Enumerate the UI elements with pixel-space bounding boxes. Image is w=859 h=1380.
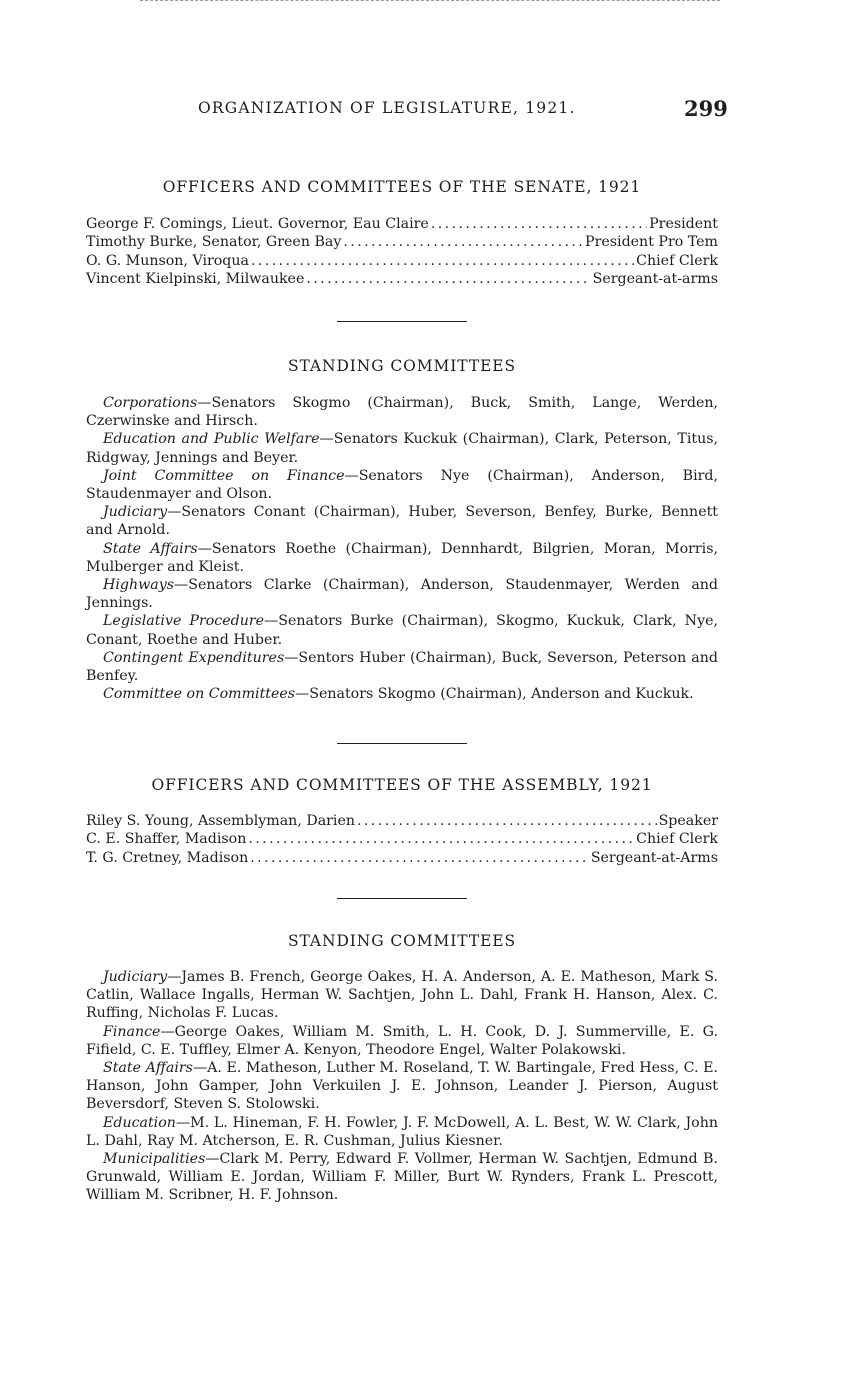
officer-title: Sergeant-at-Arms [590, 849, 718, 866]
officer-row [86, 830, 718, 848]
committee-entry [86, 649, 718, 685]
running-title: ORGANIZATION OF LEGISLATURE, 1921. [198, 99, 576, 117]
committee-entry [86, 430, 718, 466]
officer-title: President Pro Tem [585, 234, 718, 251]
committee-entry [86, 1059, 718, 1114]
officer-name: Riley S. Young, Assemblyman, Darien [86, 813, 356, 829]
section-divider [337, 898, 467, 899]
committee-members: —Senators Roethe (Chairman), Dennhardt, Bilgrien, Moran, Morris, Mulberger and Kleist. [86, 540, 718, 575]
officer-row [86, 812, 718, 830]
top-edge-rule [140, 0, 720, 3]
officer-title: Speaker [658, 813, 718, 829]
committee-name: Municipalities [103, 1151, 206, 1168]
committee-members: —Senators Clarke (Chairman), Anderson, Staudenmayer, Werden and Jennings. [86, 577, 718, 612]
committee-members: —M. L. Hineman, F. H. Fowler, J. F. McDowell, A. L. Best, W. W. Clark, John L. Dahl, Ray M. Atcherson, E. R. Cushman, Julius Kiesner. [86, 1114, 718, 1149]
committee-entry [86, 1114, 718, 1150]
committee-entry [86, 576, 718, 612]
officer-row [86, 233, 718, 251]
senate-officers-list [86, 215, 718, 289]
officer-row [86, 270, 718, 288]
officer-title: President [649, 216, 718, 232]
officer-name: Vincent Kielpinski, Milwaukee [86, 271, 305, 288]
section-divider [337, 321, 467, 322]
committee-members: —Senators Skogmo (Chairman), Buck, Smith, Lange, Werden, Czerwinske and Hirsch. [86, 395, 718, 430]
officer-row [86, 849, 718, 867]
officer-title: Sergeant-at-arms [592, 271, 718, 288]
committee-name: Judiciary [103, 969, 168, 985]
officer-title: Chief Clerk [636, 831, 718, 848]
dot-leader [251, 252, 634, 270]
committee-entry [86, 1023, 718, 1059]
committee-name: State Affairs [103, 1060, 193, 1077]
dot-leader [306, 270, 590, 288]
committee-name: Joint Committee on Finance [103, 467, 345, 484]
committee-name: State Affairs [103, 540, 198, 557]
committee-members: —George Oakes, William M. Smith, L. H. Cook, D. J. Summerville, E. G. Fifield, C. E. Tuffley, Elmer A. Kenyon, Theodore Engel, Walter Polakowski. [86, 1023, 718, 1058]
dot-leader [248, 830, 634, 848]
officer-row [86, 252, 718, 270]
dot-leader [250, 849, 589, 867]
officer-name: Timothy Burke, Senator, Green Bay [86, 234, 342, 251]
committee-entry [86, 467, 718, 503]
committee-entry [86, 394, 718, 430]
committee-name: Education and Public Welfare [103, 431, 320, 448]
section-divider [337, 743, 467, 744]
dot-leader [343, 233, 583, 251]
assembly-committees-list [86, 968, 718, 1205]
committee-name: Education [103, 1114, 176, 1131]
assembly-officers-list [86, 812, 718, 867]
committee-members: —A. E. Matheson, Luther M. Roseland, T. W. Bartingale, Fred Hess, C. E. Hanson, John Gamper, John Verkuilen J. E. Johnson, Leander J. Pierson, August Beversdorf, Steven S. Stolowski. [86, 1060, 719, 1113]
senate-committees-list [86, 394, 718, 703]
officer-name: O. G. Munson, Viroqua [86, 252, 249, 269]
committee-name: Finance [103, 1023, 161, 1040]
committee-name: Legislative Procedure [103, 613, 265, 630]
senate-standing-committees-title: STANDING COMMITTEES [287, 357, 517, 375]
committee-name: Corporations [103, 395, 198, 411]
committee-members: —Clark M. Perry, Edward F. Vollmer, Herman W. Sachtjen, Edmund B. Grunwald, William E. Jordan, William F. Miller, Burt W. Rynders, Frank L. Prescott, William M. Scribner, H. F. Johnson. [86, 1151, 718, 1204]
officer-name: C. E. Shaffer, Madison [86, 831, 247, 848]
committee-entry [86, 968, 718, 1023]
committee-entry [86, 612, 718, 648]
officer-title: Chief Clerk [636, 252, 718, 269]
committee-name: Highways [103, 577, 175, 594]
assembly-section-title: OFFICERS AND COMMITTEES OF THE ASSEMBLY, 1921 [151, 776, 653, 794]
committee-name: Contingent Expenditures [103, 649, 285, 666]
committee-entry [86, 685, 718, 703]
committee-entry [86, 540, 718, 576]
officer-name: George F. Comings, Lieut. Governor, Eau Claire [86, 216, 429, 232]
committee-members: —Senators Skogmo (Chairman), Anderson and Kuckuk. [295, 686, 694, 703]
dot-leader [357, 812, 657, 830]
committee-name: Committee on Committees [103, 686, 296, 703]
committee-members: —Sentors Huber (Chairman), Buck, Severson, Peterson and Benfey. [86, 649, 718, 685]
dot-leader [431, 215, 647, 233]
committee-members: —James B. French, George Oakes, H. A. Anderson, A. E. Matheson, Mark S. Catlin, Wallace Ingalls, Herman W. Sachtjen, John L. Dahl, Frank H. Hanson, Alex. C. Ruffing, Nicholas F. Lucas. [86, 969, 718, 1022]
committee-members: —Senators Conant (Chairman), Huber, Severson, Benfey, Burke, Bennett and Arnold. [86, 504, 718, 539]
committee-members: —Senators Burke (Chairman), Skogmo, Kuckuk, Clark, Nye, Conant, Roethe and Huber. [86, 613, 719, 648]
officer-row [86, 215, 718, 233]
senate-section-title: OFFICERS AND COMMITTEES OF THE SENATE, 1921 [162, 178, 642, 196]
committee-entry [86, 503, 718, 539]
committee-entry [86, 1150, 718, 1205]
committee-name: Judiciary [103, 504, 168, 521]
committee-members: —Senators Nye (Chairman), Anderson, Bird, Staudenmayer and Olson. [86, 467, 718, 503]
page-number: 299 [684, 96, 728, 121]
assembly-standing-committees-title: STANDING COMMITTEES [287, 932, 517, 950]
committee-members: —Senators Kuckuk (Chairman), Clark, Peterson, Titus, Ridgway, Jennings and Beyer. [86, 431, 718, 466]
officer-name: T. G. Cretney, Madison [86, 849, 249, 866]
